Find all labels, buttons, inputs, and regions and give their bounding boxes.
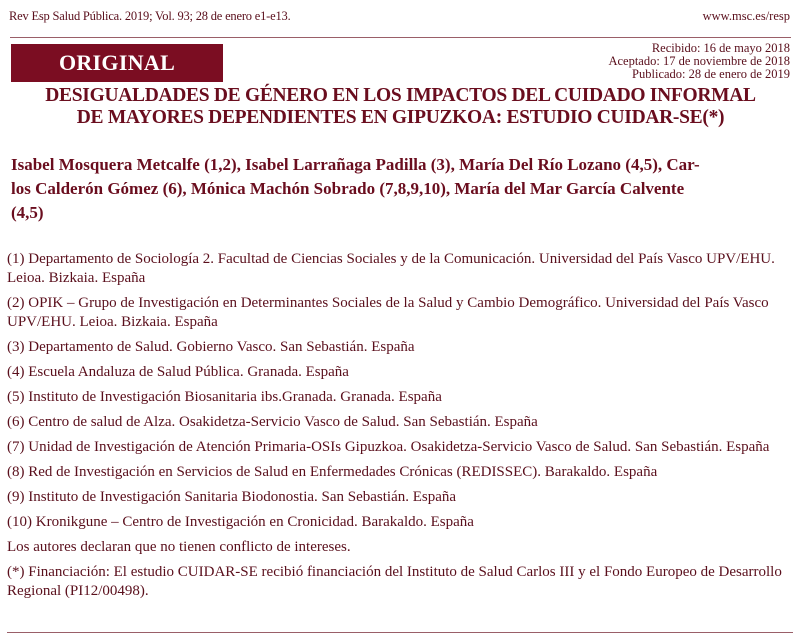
author-list [11, 153, 791, 225]
affiliation-item: (4) Escuela Andaluza de Salud Pública. Granada. España [7, 364, 349, 380]
article-dates [608, 42, 790, 81]
title-line-1: DESIGUALDADES DE GÉNERO EN LOS IMPACTOS DEL CUIDADO INFORMAL [45, 85, 756, 106]
article-type-badge: ORIGINAL [11, 44, 223, 82]
authors-line-3: (4,5) [11, 203, 44, 222]
affiliation-item: (6) Centro de salud de Alza. Osakidetza-Servicio Vasco de Salud. San Sebastián. España [7, 414, 538, 430]
affiliation-item: (5) Instituto de Investigación Biosanitaria ibs.Granada. Granada. España [7, 389, 442, 405]
affiliation-item: (9) Instituto de Investigación Sanitaria Biodonostia. San Sebastián. España [7, 489, 457, 505]
affiliation-item: (1) Departamento de Sociología 2. Facultad de Ciencias Sociales y de la Comunicación. Universidad del País Vasco UPV/EHU. Leioa. Bizkaia. España [7, 251, 775, 286]
affiliation-item: (2) OPIK – Grupo de Investigación en Determinantes Sociales de la Salud y Cambio Demográfico. Universidad del País Vasco UPV/EHU. Leioa. Bizkaia. España [7, 295, 769, 330]
affiliation-item: (10) Kronikgune – Centro de Investigación en Cronicidad. Barakaldo. España [7, 514, 474, 530]
received-date: Recibido: 16 de mayo 2018 [651, 41, 790, 55]
affiliations-section [7, 250, 793, 607]
affiliation-item: (7) Unidad de Investigación de Atención Primaria-OSIs Gipuzkoa. Osakidetza-Servicio Vasco de Salud. San Sebastián. España [7, 439, 770, 455]
published-date: Publicado: 28 de enero de 2019 [632, 67, 790, 81]
header-divider [10, 37, 791, 38]
journal-citation: Rev Esp Salud Pública. 2019; Vol. 93; 28 de enero e1-e13. [9, 9, 291, 23]
authors-line-1: Isabel Mosquera Metcalfe (1,2), Isabel Larrañaga Padilla (3), María Del Río Lozano (4,5), Car- [11, 155, 700, 174]
funding-statement: (*) Financiación: El estudio CUIDAR-SE recibió financiación del Instituto de Salud Carlos III y el Fondo Europeo de Desarrollo Regional (PI12/00498). [7, 564, 782, 599]
affiliation-item: (8) Red de Investigación en Servicios de Salud en Enfermedades Crónicas (REDISSEC). Barakaldo. España [7, 464, 658, 480]
title-line-2: DE MAYORES DEPENDIENTES EN GIPUZKOA: ESTUDIO CUIDAR-SE(*) [76, 107, 725, 128]
journal-url-link[interactable]: www.msc.es/resp [702, 9, 790, 23]
accepted-date: Aceptado: 17 de noviembre de 2018 [608, 54, 790, 68]
affiliation-item: (3) Departamento de Salud. Gobierno Vasco. San Sebastián. España [7, 339, 415, 355]
footer-divider [7, 632, 793, 633]
conflict-of-interest-statement: Los autores declaran que no tienen conflicto de intereses. [7, 539, 351, 555]
article-title [0, 85, 801, 129]
authors-line-2: los Calderón Gómez (6), Mónica Machón Sobrado (7,8,9,10), María del Mar García Calvente [11, 179, 685, 198]
